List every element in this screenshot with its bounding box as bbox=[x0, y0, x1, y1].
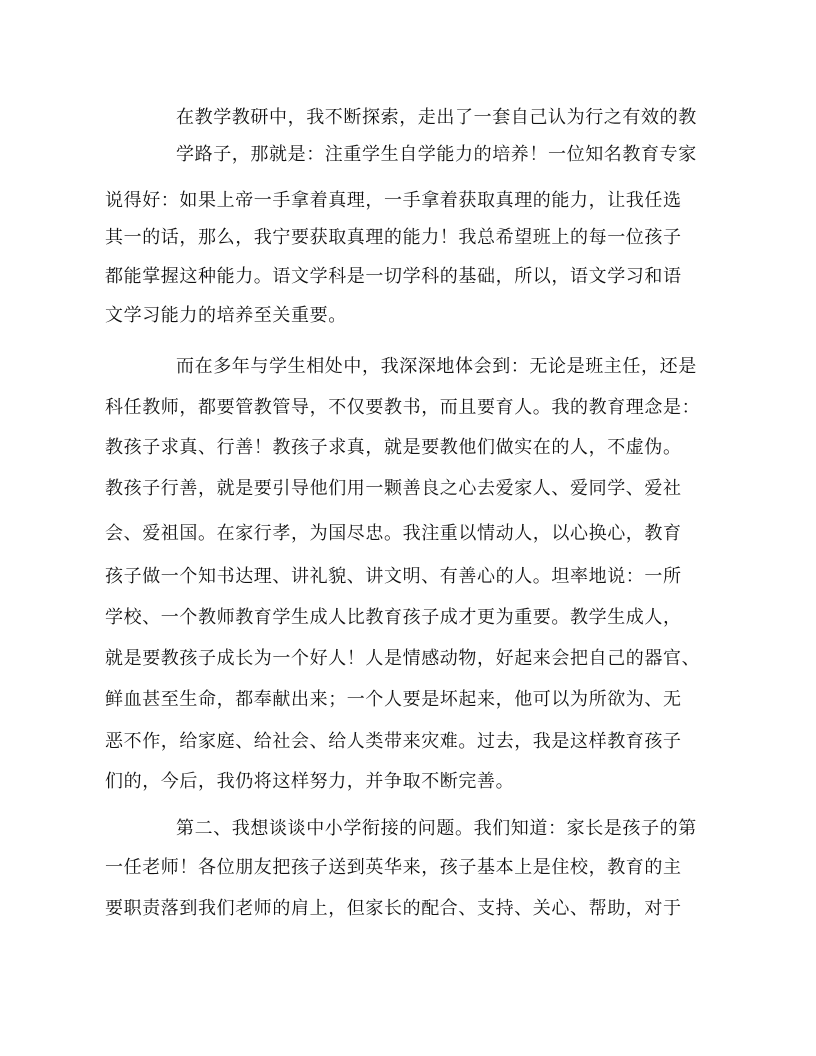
text-line: 孩子做一个知书达理、讲礼貌、讲文明、有善心的人。坦率地说：一所 bbox=[105, 566, 682, 587]
text-line: 学校、一个教师教育学生成人比教育孩子成才更为重要。教学生成人， bbox=[105, 607, 682, 628]
text-line: 恶不作，给家庭、给社会、给人类带来灾难。过去，我是这样教育孩子 bbox=[105, 731, 682, 752]
text-line: 而在多年与学生相处中，我深深地体会到：无论是班主任，还是 bbox=[176, 356, 697, 377]
text-line: 在教学教研中，我不断探索，走出了一套自己认为行之有效的教 bbox=[176, 107, 697, 128]
text-line: 教孩子行善，就是要引导他们用一颗善良之心去爱家人、爱同学、爱社 bbox=[105, 478, 682, 499]
text-line: 第二、我想谈谈中小学衔接的问题。我们知道：家长是孩子的第 bbox=[176, 818, 697, 839]
text-line: 就是要教孩子成长为一个好人！人是情感动物，好起来会把自己的器官、 bbox=[105, 648, 701, 669]
text-line: 文学习能力的培养至关重要。 bbox=[105, 305, 347, 326]
text-line: 们的，今后，我仍将这样努力，并争取不断完善。 bbox=[105, 771, 515, 792]
text-line: 教孩子求真、行善！教孩子求真，就是要教他们做实在的人，不虚伪。 bbox=[105, 437, 682, 458]
text-line: 其一的话，那么，我宁要获取真理的能力！我总希望班上的每一位孩子 bbox=[105, 227, 682, 248]
text-line: 科任教师，都要管教管导，不仅要教书，而且要育人。我的教育理念是： bbox=[105, 397, 701, 418]
text-line: 学路子，那就是：注重学生自学能力的培养！一位知名教育专家 bbox=[176, 144, 697, 165]
text-line: 要职责落到我们老师的肩上，但家长的配合、支持、关心、帮助，对于 bbox=[105, 898, 682, 919]
text-line: 说得好：如果上帝一手拿着真理，一手拿着获取真理的能力，让我任选 bbox=[105, 190, 682, 211]
text-line: 会、爱祖国。在家行孝，为国尽忠。我注重以情动人，以心换心，教育 bbox=[105, 523, 682, 544]
text-line: 都能掌握这种能力。语文学科是一切学科的基础，所以，语文学习和语 bbox=[105, 266, 682, 287]
text-line: 鲜血甚至生命，都奉献出来；一个人要是坏起来，他可以为所欲为、无 bbox=[105, 689, 682, 710]
text-line: 一任老师！各位朋友把孩子送到英华来，孩子基本上是住校，教育的主 bbox=[105, 857, 682, 878]
